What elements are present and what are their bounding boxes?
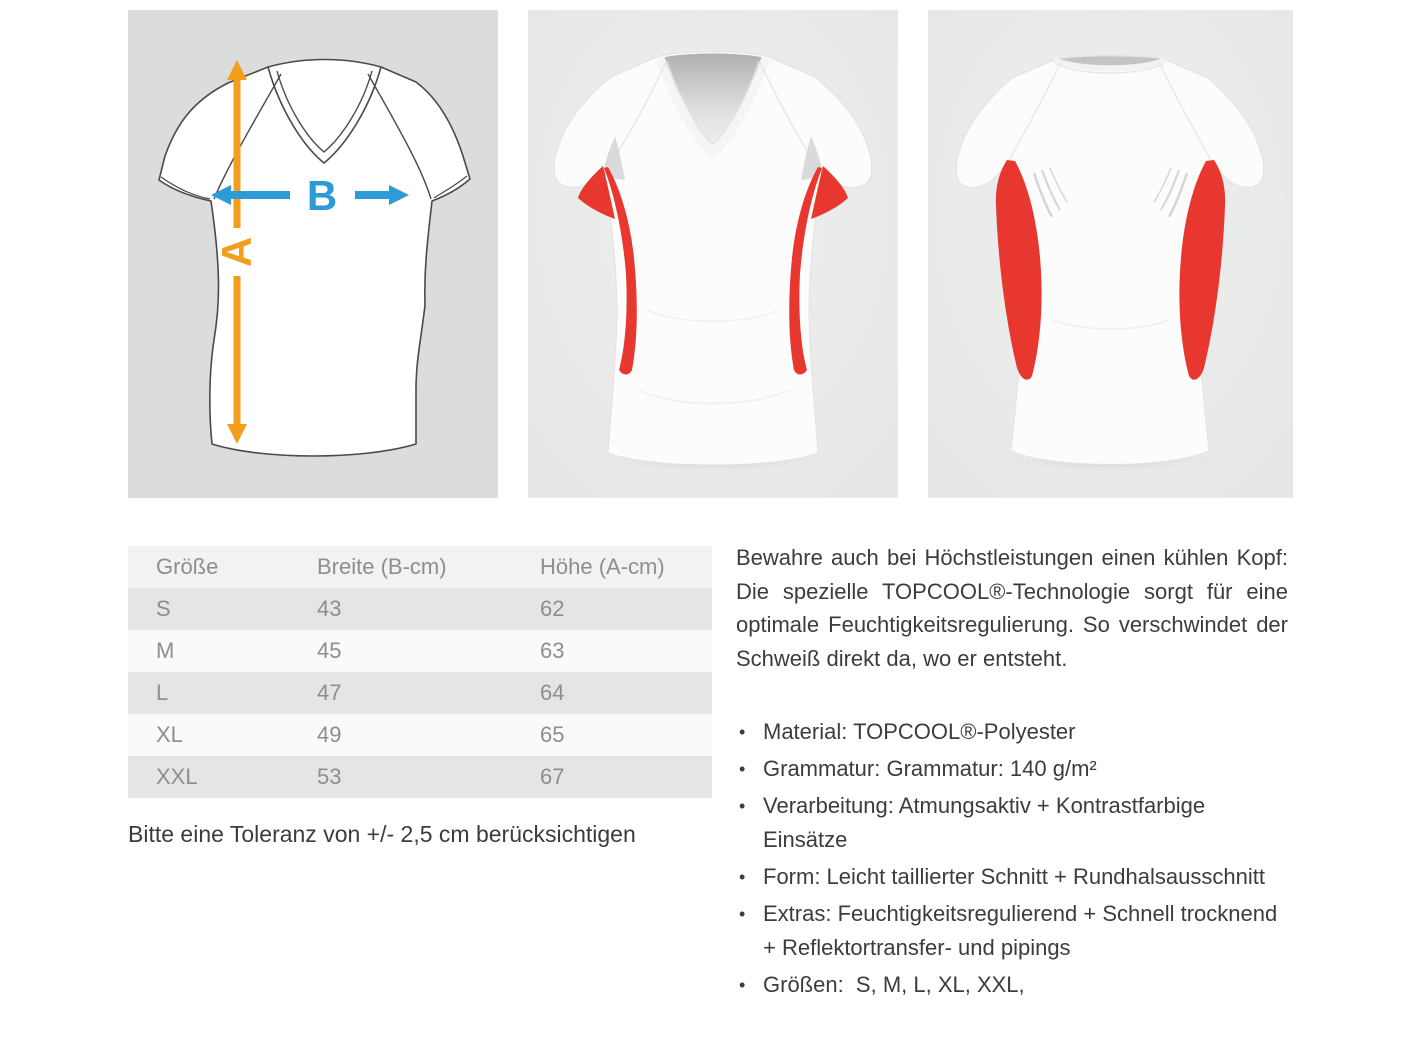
feature-grammatur: Grammatur: Grammatur: 140 g/m²: [763, 756, 1097, 781]
cell-height: 65: [540, 722, 565, 747]
cell-size: L: [156, 680, 169, 705]
table-row: [128, 588, 712, 630]
product-photo-front: [528, 10, 898, 498]
feature-extras: Extras: Feuchtigkeitsregulierend + Schnell trocknend + Reflektortransfer- und pipings: [763, 901, 1284, 960]
product-photo-back: [928, 10, 1293, 498]
back-shirt-svg: [928, 10, 1293, 498]
bullet-icon: •: [739, 796, 746, 816]
cell-width: 49: [317, 722, 342, 747]
feature-list: [736, 715, 1288, 1002]
size-table: [128, 546, 712, 798]
cell-width: 47: [317, 680, 342, 705]
list-item: [736, 860, 1288, 894]
column-header-width: Breite (B-cm): [317, 554, 447, 579]
column-header-size: Größe: [156, 554, 219, 579]
cell-width: 53: [317, 764, 342, 789]
list-item: [736, 968, 1288, 1002]
column-header-height: Höhe (A-cm): [540, 554, 665, 579]
cell-width: 45: [317, 638, 342, 663]
cell-size: XL: [156, 722, 183, 747]
list-item: [736, 715, 1288, 749]
cell-height: 62: [540, 596, 565, 621]
table-row: [128, 714, 712, 756]
table-row: [128, 630, 712, 672]
size-table-header-row: [128, 546, 712, 588]
bullet-icon: •: [739, 722, 746, 742]
bullet-icon: •: [739, 759, 746, 779]
cell-height: 67: [540, 764, 565, 789]
cell-size: M: [156, 638, 175, 663]
product-description: [736, 541, 1288, 1005]
list-item: [736, 752, 1288, 786]
cell-height: 64: [540, 680, 565, 705]
size-diagram-image: [128, 10, 498, 498]
table-row: [128, 672, 712, 714]
front-shirt-svg: [528, 10, 898, 498]
cell-height: 63: [540, 638, 565, 663]
bullet-icon: •: [739, 867, 746, 887]
feature-groessen: Größen: S, M, L, XL, XXL,: [763, 972, 1025, 997]
feature-material: Material: TOPCOOL®-Polyester: [763, 719, 1076, 744]
measure-label-a: A: [213, 236, 260, 268]
bullet-icon: •: [739, 904, 746, 924]
feature-form: Form: Leicht taillierter Schnitt + Rundhalsausschnitt: [763, 864, 1265, 889]
table-row: [128, 756, 712, 798]
tolerance-note: Bitte eine Toleranz von +/- 2,5 cm berücksichtigen: [128, 821, 636, 847]
measure-label-b: B: [306, 172, 338, 219]
cell-size: S: [156, 596, 171, 621]
description-paragraph: Bewahre auch bei Höchstleistungen einen kühlen Kopf: Die spezielle TOPCOOL®-Technologie sorgt für eine optimale Feuchtigkeitsregulierung. So verschwindet der Schweiß direkt da, wo er entsteht.: [736, 545, 1288, 671]
bullet-icon: •: [739, 975, 746, 995]
size-diagram-svg: [128, 10, 498, 498]
list-item: [736, 789, 1288, 857]
list-item: [736, 897, 1288, 965]
cell-size: XXL: [156, 764, 198, 789]
cell-width: 43: [317, 596, 342, 621]
feature-verarbeitung: Verarbeitung: Atmungsaktiv + Kontrastfarbige Einsätze: [763, 793, 1212, 852]
shirt-outline-drawing: [159, 60, 470, 457]
